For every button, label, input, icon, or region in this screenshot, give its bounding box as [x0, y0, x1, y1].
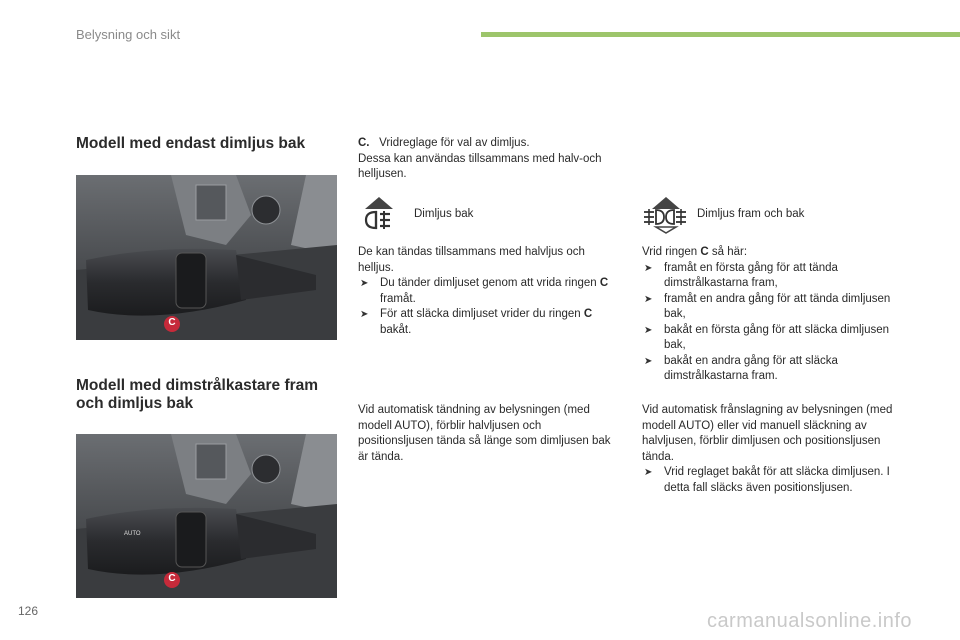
rear-fog-bullet-off: ➤ För att släcka dimljuset vrider du ringen C bakåt.	[360, 308, 593, 336]
page-number: 126	[18, 604, 39, 618]
watermark: carmanualsonline.info	[706, 610, 912, 632]
front-rear-fog-step: ➤ framåt en första gång för att tända dimstrålkastarna fram,	[644, 261, 838, 289]
front-rear-fog-instructions	[642, 245, 912, 385]
stalk-illustration	[76, 175, 337, 340]
auto-off-bullet: ➤ Vrid reglaget bakåt för att släcka dimljusen. I detta fall släcks även positionsljusen.	[644, 466, 890, 494]
front-and-rear-fog-lamp-icon	[642, 196, 690, 234]
front-rear-fog-step: ➤ bakåt en första gång för att släcka dimljusen bak,	[644, 323, 890, 351]
ring-c-description	[358, 136, 613, 183]
rear-fog-instructions	[358, 245, 613, 338]
section-heading-rear-fog: Modell med endast dimljus bak	[76, 135, 306, 152]
auto-lighting-on-note: Vid automatisk tändning av belysningen (med modell AUTO), förblir halvljusen och positionsljusen tända så länge som dimljusen bak är tända.	[358, 404, 611, 463]
rear-fog-label: Dimljus bak	[414, 208, 474, 220]
header-accent-bar	[481, 32, 960, 37]
front-rear-fog-intro: Vrid ringen C så här:	[642, 246, 748, 258]
rear-fog-lamp-icon	[362, 196, 396, 234]
front-rear-fog-step: ➤ framåt en andra gång för att tända dimljusen bak,	[644, 292, 891, 320]
front-rear-fog-step: ➤ bakåt en andra gång för att släcka dimstrålkastarna fram.	[644, 354, 838, 382]
stalk-illustration	[76, 434, 337, 598]
ring-callout-label: C	[168, 317, 176, 328]
auto-lighting-off-note	[642, 403, 912, 496]
section-heading-front-rear-fog: Modell med dimstrålkastare fram och dimljus bak	[76, 377, 319, 412]
stalk-photo-front-rear-fog	[76, 434, 337, 598]
rear-fog-bullet-on: ➤ Du tänder dimljuset genom att vrida ringen C framåt.	[360, 277, 609, 305]
ring-callout-label: C	[168, 573, 176, 584]
ring-c-text: Vridreglage för val av dimljus.	[379, 137, 530, 149]
stalk-photo-rear-fog	[76, 175, 337, 340]
front-rear-fog-label: Dimljus fram och bak	[697, 208, 805, 220]
section-header-title: Belysning och sikt	[76, 27, 181, 42]
auto-marking: AUTO	[124, 531, 141, 537]
rear-fog-intro: De kan tändas tillsammans med halvljus och helljus.	[358, 246, 585, 274]
ring-c-usage: Dessa kan användas tillsammans med halv-och helljusen.	[358, 152, 602, 180]
ring-c-label: C.	[358, 137, 370, 149]
auto-off-text: Vid automatisk frånslagning av belysningen (med modell AUTO) eller vid manuell släckning av halvljusen, förblir dimljusen och positionsljusen tända.	[642, 404, 893, 463]
